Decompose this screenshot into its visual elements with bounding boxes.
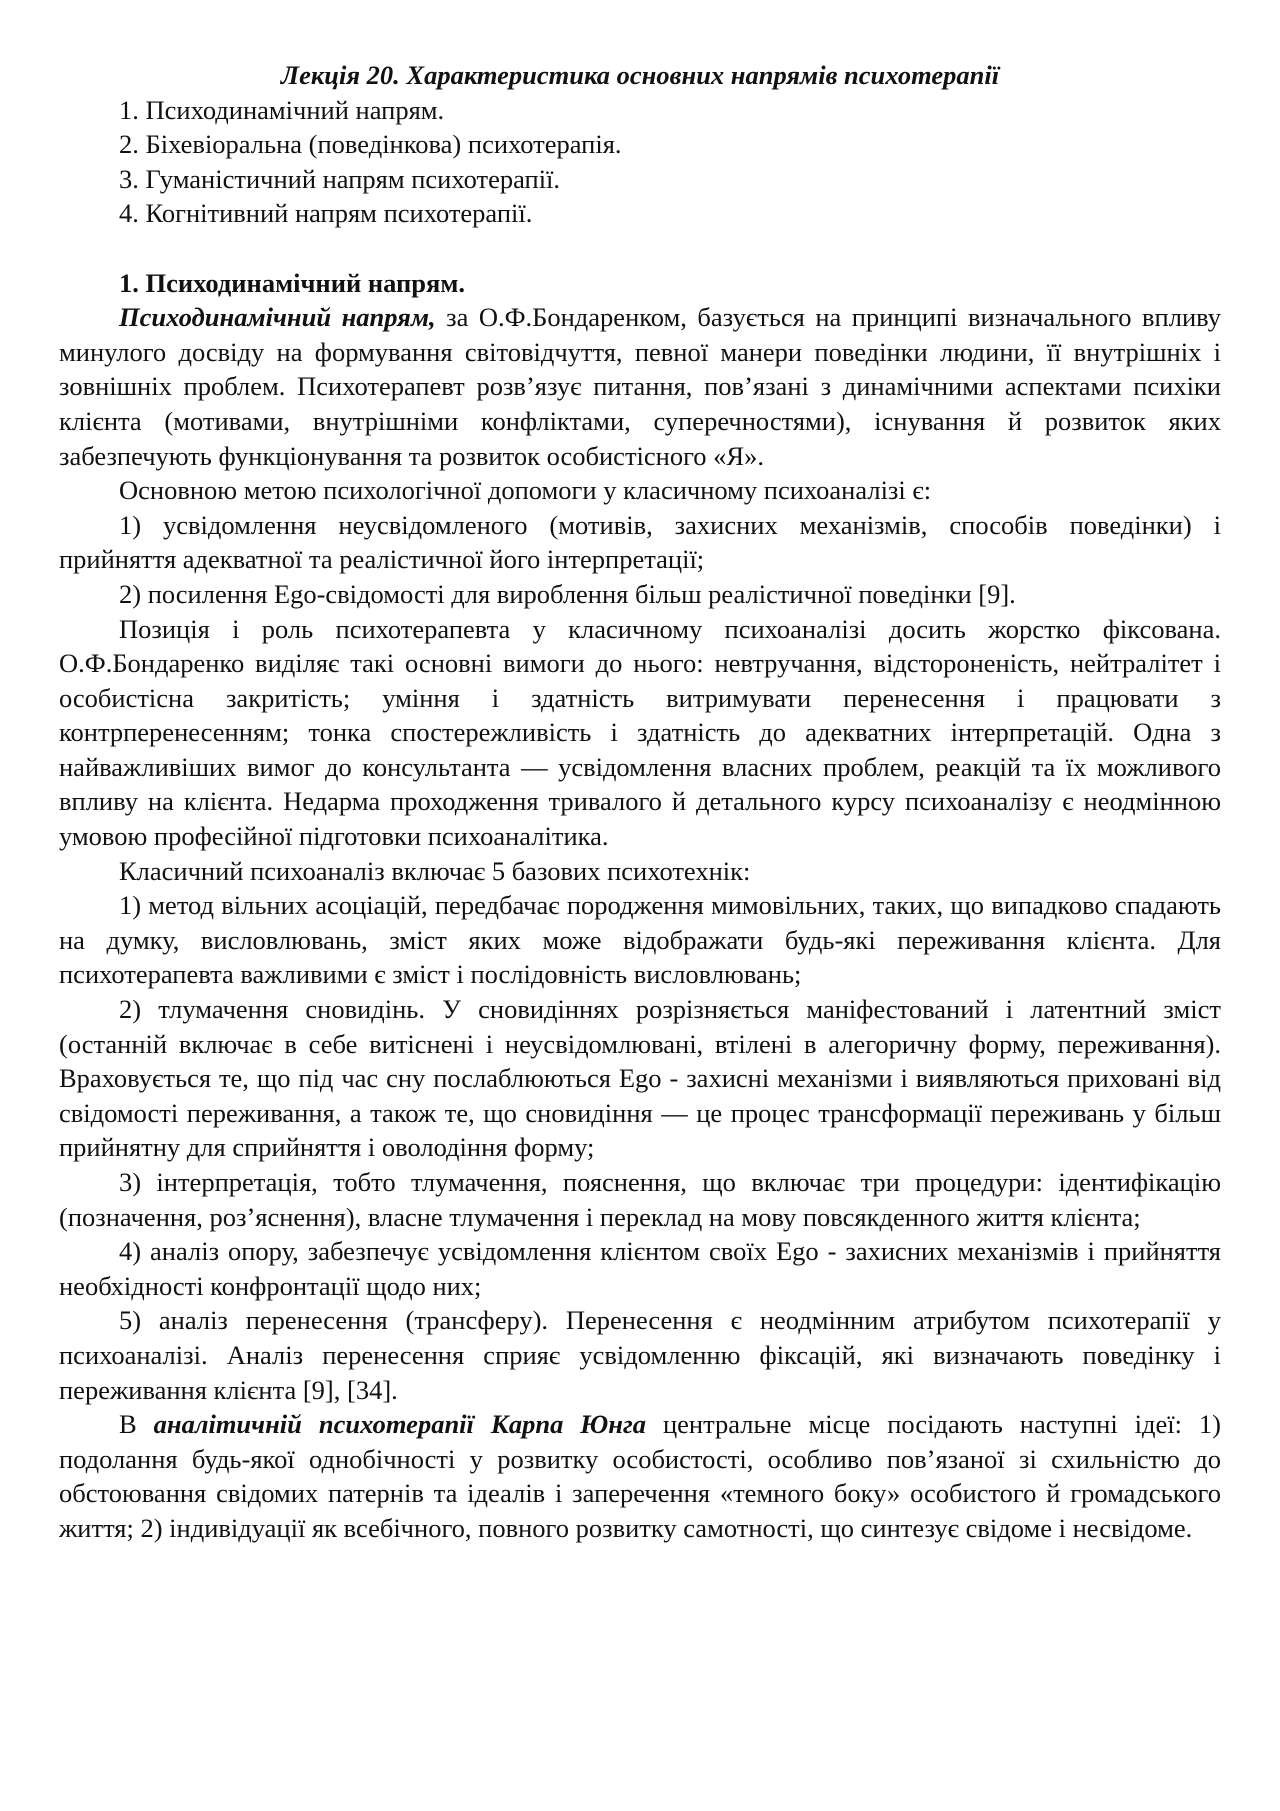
paragraph-techniques-intro: Класичний психоаналіз включає 5 базових психотехнік: <box>119 855 751 886</box>
term-emphasis: Психодинамічний напрям, <box>119 302 436 333</box>
term-emphasis: аналітичній психотерапії Карпа Юнга <box>153 1409 647 1440</box>
outline-item: 2. Біхевіоральна (поведінкова) психотерапія. <box>119 129 622 160</box>
paragraph-jung <box>59 1407 1221 1545</box>
outline-list <box>59 93 1221 231</box>
outline-item: 1. Психодинамічний напрям. <box>119 94 445 125</box>
technique-item-1: 1) метод вільних асоціацій, передбачає породження мимовільних, таких, що випадково спадають на думку, висловлювань, зміст яких може відображати будь-які переживання клієнта. Для психотерапевта важливими є зміст і послідовність висловлювань; <box>59 890 1221 990</box>
technique-item-3: 3) інтерпретація, тобто тлумачення, пояснення, що включає три процедури: ідентифікацію (позначення, роз’яснення), власне тлумачення і переклад на мову повсякденного життя клієнта; <box>59 1167 1221 1232</box>
spacer <box>59 231 1221 266</box>
paragraph-definition <box>59 300 1221 473</box>
paragraph-goal: Основною метою психологічної допомоги у класичному психоаналізі є: <box>119 475 932 506</box>
paragraph-text: за О.Ф.Бондаренком, базується на принципі визначального впливу минулого досвіду на формування світовідчуття, певної манери поведінки людини, її внутрішніх і зовнішніх проблем. Психотерапевт розв’язує питання, пов’язані з динамічними аспектами психіки клієнта (мотивами, внутрішніми конфліктами, суперечностями), існування й розвиток яких забезпечують функціонування та розвиток особистісного «Я». <box>59 302 1221 471</box>
technique-item-4: 4) аналіз опору, забезпечує усвідомлення клієнтом своїх Ego - захисних механізмів і прийняття необхідності конфронтації щодо них; <box>59 1236 1221 1301</box>
paragraph-text: центральне місце посідають наступні ідеї: 1) подолання будь-якої однобічності у розвитку особистості, особливо пов’язаної зі схильністю до обстоювання свідомих патернів та ідеалів і заперечення «темного боку» особистого й громадського життя; 2) індивідуації як всебічного, повного розвитку самотності, що синтезує свідоме і несвідоме. <box>59 1409 1221 1543</box>
outline-item: 4. Когнітивний напрям психотерапії. <box>119 198 533 229</box>
paragraph-therapist-role: Позиція і роль психотерапевта у класичному психоаналізі досить жорстко фіксована. О.Ф.Бондаренко виділяє такі основні вимоги до нього: невтручання, відстороненість, нейтралітет і особистісна закритість; уміння і здатність витримувати перенесення і працювати з контрперенесенням; тонка спостережливість і здатність до адекватних інтерпретацій. Одна з найважливіших вимог до консультанта — усвідомлення власних проблем, реакцій та їх можливого впливу на клієнта. Недарма проходження тривалого й детального курсу психоаналізу є неодмінною умовою професійної підготовки психоаналітика. <box>59 613 1221 852</box>
goal-item-1: 1) усвідомлення неусвідомленого (мотивів, захисних механізмів, способів поведінки) і прийняття адекватної та реалістичної його інтерпретації; <box>59 509 1221 575</box>
goal-item-2: 2) посилення Ego-свідомості для вироблення більш реалістичної поведінки [9]. <box>119 578 1016 609</box>
technique-item-5: 5) аналіз перенесення (трансферу). Перенесення є неодмінним атрибутом психотерапії у психоаналізі. Аналіз перенесення сприяє усвідомленню фіксацій, які визначають поведінку і переживання клієнта [9], [34]. <box>59 1305 1221 1405</box>
section-heading: 1. Психодинамічний напрям. <box>119 267 466 298</box>
technique-item-2: 2) тлумачення сновидінь. У сновидіннях розрізняється маніфестований і латентний зміст (останній включає в себе витіснені і неусвідомлювані, втілені в алегоричну форму, переживання). Враховується те, що під час сну послаблюються Ego - захисні механізми і виявляються приховані від свідомості переживання, а також те, що сновидіння — це процес трансформації переживань у більш прийнятну для сприйняття і оволодіння форму; <box>59 994 1221 1163</box>
paragraph-text: В <box>119 1409 154 1440</box>
lecture-title: Лекція 20. Характеристика основних напрямів психотерапії <box>280 60 1000 90</box>
outline-item: 3. Гуманістичний напрям психотерапії. <box>119 163 561 194</box>
